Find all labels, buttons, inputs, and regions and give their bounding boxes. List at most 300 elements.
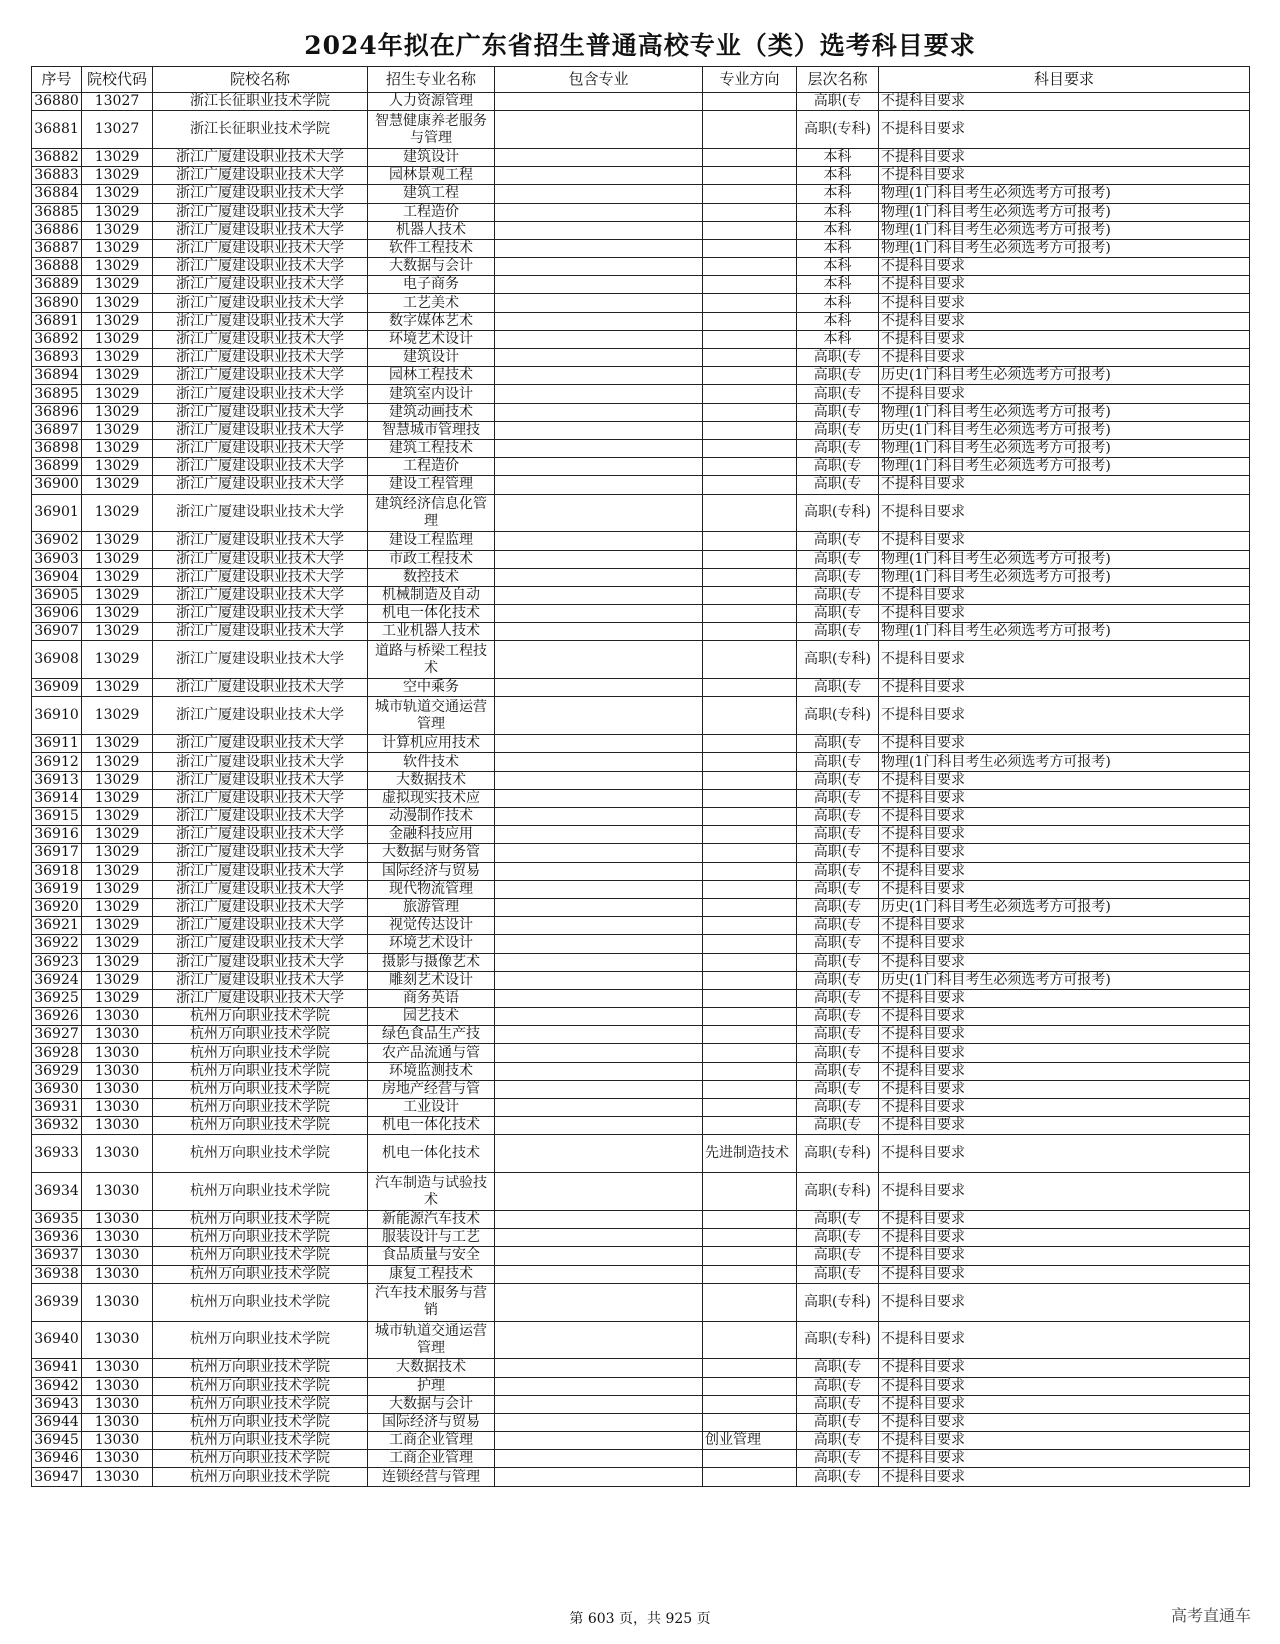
table-cell: 杭州万向职业技术学院 [153,1377,368,1395]
table-cell [703,862,797,880]
table-cell [703,221,797,239]
table-cell: 高职(专 [797,367,879,385]
table-cell: 13029 [82,623,153,641]
table-cell: 13027 [82,111,153,149]
table-row [32,568,1250,586]
table-cell: 浙江广厦建设职业技术大学 [153,403,368,421]
table-cell: 13029 [82,880,153,898]
table-cell: 不提科目要求 [879,93,1250,111]
table-cell: 现代物流管理 [368,880,495,898]
table-row [32,641,1250,679]
table-row [32,1008,1250,1026]
table-cell [495,641,703,679]
table-cell: 浙江广厦建设职业技术大学 [153,898,368,916]
table-cell: 不提科目要求 [879,880,1250,898]
table-cell: 本科 [797,221,879,239]
table-cell [703,1080,797,1098]
table-cell: 13029 [82,148,153,166]
table-row [32,367,1250,385]
table-cell: 不提科目要求 [879,330,1250,348]
table-cell: 机械制造及自动 [368,586,495,604]
column-header: 专业方向 [703,67,797,93]
table-cell: 13030 [82,1173,153,1211]
table-cell: 36931 [32,1099,82,1117]
brand-watermark: 高考直通车 [1170,1606,1251,1625]
table-cell [703,1044,797,1062]
table-cell: 13030 [82,1080,153,1098]
table-cell: 13029 [82,276,153,294]
table-cell: 旅游管理 [368,898,495,916]
table-cell: 不提科目要求 [879,735,1250,753]
table-cell [495,753,703,771]
table-cell: 机器人技术 [368,221,495,239]
table-cell: 高职(专 [797,935,879,953]
table-cell: 高职(专 [797,917,879,935]
table-cell [495,917,703,935]
table-cell: 汽车制造与试验技术 [368,1173,495,1211]
table-cell [495,330,703,348]
table-cell [703,167,797,185]
table-cell: 13030 [82,1359,153,1377]
table-cell [495,898,703,916]
table-cell: 软件工程技术 [368,239,495,257]
table-cell [703,1450,797,1468]
table-cell [495,1099,703,1117]
table-cell: 13029 [82,753,153,771]
table-cell [495,1450,703,1468]
table-cell: 36935 [32,1210,82,1228]
table-row [32,898,1250,916]
table-cell: 不提科目要求 [879,258,1250,276]
table-cell: 13029 [82,568,153,586]
table-row [32,1117,1250,1135]
table-cell [703,1062,797,1080]
table-cell [495,276,703,294]
table-cell: 不提科目要求 [879,1008,1250,1026]
table-cell: 不提科目要求 [879,148,1250,166]
table-cell: 杭州万向职业技术学院 [153,1468,368,1486]
table-cell: 浙江广厦建设职业技术大学 [153,935,368,953]
table-row [32,697,1250,735]
table-cell: 浙江广厦建设职业技术大学 [153,826,368,844]
table-row [32,679,1250,697]
table-cell: 不提科目要求 [879,679,1250,697]
table-cell [495,439,703,457]
table-row [32,989,1250,1007]
table-cell: 浙江广厦建设职业技术大学 [153,349,368,367]
table-cell: 连锁经营与管理 [368,1468,495,1486]
table-cell: 高职(专 [797,1468,879,1486]
table-cell: 浙江广厦建设职业技术大学 [153,953,368,971]
table-cell: 36922 [32,935,82,953]
table-cell: 13030 [82,1062,153,1080]
table-cell [495,532,703,550]
table-row [32,203,1250,221]
table-cell [703,808,797,826]
table-cell: 13030 [82,1117,153,1135]
table-cell: 物理(1门科目考生必须选考方可报考) [879,185,1250,203]
table-cell [703,349,797,367]
table-cell: 机电一体化技术 [368,1117,495,1135]
table-cell: 高职(专 [797,1099,879,1117]
table-row [32,808,1250,826]
table-header-row [32,67,1250,93]
table-cell: 杭州万向职业技术学院 [153,1359,368,1377]
table-row [32,1395,1250,1413]
table-cell: 13029 [82,185,153,203]
table-row [32,276,1250,294]
table-cell: 36911 [32,735,82,753]
table-cell: 浙江广厦建设职业技术大学 [153,458,368,476]
table-cell: 市政工程技术 [368,550,495,568]
table-cell [703,953,797,971]
table-row [32,93,1250,111]
table-cell: 高职(专 [797,439,879,457]
table-cell: 13029 [82,367,153,385]
table-cell: 先进制造技术 [703,1135,797,1173]
table-cell: 杭州万向职业技术学院 [153,1117,368,1135]
table-row [32,167,1250,185]
table-cell: 36916 [32,826,82,844]
table-cell: 杭州万向职业技术学院 [153,1432,368,1450]
table-cell: 36907 [32,623,82,641]
table-cell: 13029 [82,239,153,257]
table-cell: 浙江广厦建设职业技术大学 [153,989,368,1007]
table-cell: 36925 [32,989,82,1007]
table-cell [703,294,797,312]
table-cell [495,1377,703,1395]
table-cell: 高职(专 [797,1395,879,1413]
table-cell: 13029 [82,476,153,494]
table-cell: 浙江广厦建设职业技术大学 [153,679,368,697]
table-cell: 36902 [32,532,82,550]
column-header: 院校代码 [82,67,153,93]
table-cell [703,239,797,257]
table-row [32,1135,1250,1173]
table-cell [703,1377,797,1395]
table-cell: 浙江广厦建设职业技术大学 [153,258,368,276]
table-cell: 浙江广厦建设职业技术大学 [153,789,368,807]
table-cell: 物理(1门科目考生必须选考方可报考) [879,439,1250,457]
table-cell: 高职(专 [797,862,879,880]
table-cell: 不提科目要求 [879,862,1250,880]
table-row [32,1247,1250,1265]
table-cell [703,385,797,403]
table-cell [495,349,703,367]
table-cell: 建筑室内设计 [368,385,495,403]
table-body [32,93,1250,1487]
table-cell: 杭州万向职业技术学院 [153,1044,368,1062]
table-cell: 36890 [32,294,82,312]
table-row [32,1468,1250,1486]
table-cell: 不提科目要求 [879,312,1250,330]
table-cell: 高职(专 [797,623,879,641]
table-cell: 高职(专 [797,971,879,989]
column-header: 层次名称 [797,67,879,93]
table-cell: 浙江广厦建设职业技术大学 [153,641,368,679]
table-cell [495,1468,703,1486]
table-cell: 13029 [82,312,153,330]
table-row [32,1210,1250,1228]
table-cell: 浙江广厦建设职业技术大学 [153,221,368,239]
table-row [32,586,1250,604]
table-cell: 36921 [32,917,82,935]
table-cell: 不提科目要求 [879,953,1250,971]
column-header: 序号 [32,67,82,93]
table-cell: 36904 [32,568,82,586]
table-cell: 13029 [82,917,153,935]
table-cell [703,185,797,203]
table-cell: 36897 [32,421,82,439]
table-cell: 36889 [32,276,82,294]
table-cell: 不提科目要求 [879,1432,1250,1450]
table-cell [495,880,703,898]
table-row [32,862,1250,880]
table-cell: 36914 [32,789,82,807]
table-cell: 36920 [32,898,82,916]
table-cell: 物理(1门科目考生必须选考方可报考) [879,221,1250,239]
table-cell: 不提科目要求 [879,111,1250,149]
table-cell: 高职(专 [797,1062,879,1080]
table-cell: 汽车技术服务与营销 [368,1283,495,1321]
table-cell: 新能源汽车技术 [368,1210,495,1228]
table-cell: 36888 [32,258,82,276]
table-cell: 农产品流通与管 [368,1044,495,1062]
table-cell: 高职(专 [797,421,879,439]
table-cell: 不提科目要求 [879,826,1250,844]
table-cell [495,789,703,807]
table-row [32,439,1250,457]
table-cell: 36880 [32,93,82,111]
table-cell: 13029 [82,294,153,312]
table-cell: 高职(专 [797,1080,879,1098]
table-cell: 机电一体化技术 [368,605,495,623]
table-cell: 服装设计与工艺 [368,1229,495,1247]
table-cell: 36930 [32,1080,82,1098]
table-cell: 高职(专 [797,605,879,623]
table-row [32,1099,1250,1117]
table-cell: 不提科目要求 [879,1099,1250,1117]
table-cell: 36915 [32,808,82,826]
table-cell: 不提科目要求 [879,1321,1250,1359]
table-cell [495,111,703,149]
table-row [32,185,1250,203]
table-cell: 36928 [32,1044,82,1062]
table-cell: 浙江广厦建设职业技术大学 [153,880,368,898]
table-row [32,1044,1250,1062]
table-cell: 36946 [32,1450,82,1468]
table-cell: 13029 [82,349,153,367]
table-cell: 36943 [32,1395,82,1413]
table-row [32,1413,1250,1431]
table-cell: 计算机应用技术 [368,735,495,753]
table-cell [495,568,703,586]
table-cell: 物理(1门科目考生必须选考方可报考) [879,623,1250,641]
table-row [32,1062,1250,1080]
table-cell: 杭州万向职业技术学院 [153,1265,368,1283]
table-cell: 浙江广厦建设职业技术大学 [153,167,368,185]
table-cell [495,1229,703,1247]
table-cell: 高职(专科) [797,111,879,149]
table-cell: 13029 [82,550,153,568]
table-cell: 浙江广厦建设职业技术大学 [153,239,368,257]
table-cell: 浙江广厦建设职业技术大学 [153,148,368,166]
table-cell: 36893 [32,349,82,367]
table-cell: 杭州万向职业技术学院 [153,1413,368,1431]
table-row [32,494,1250,532]
table-cell: 环境艺术设计 [368,935,495,953]
table-cell: 高职(专 [797,1210,879,1228]
table-cell: 物理(1门科目考生必须选考方可报考) [879,753,1250,771]
table-cell [495,1413,703,1431]
table-cell: 不提科目要求 [879,1395,1250,1413]
table-cell: 视觉传达设计 [368,917,495,935]
table-cell: 大数据与财务管 [368,844,495,862]
table-cell: 高职(专 [797,1413,879,1431]
table-cell: 建筑动画技术 [368,403,495,421]
table-cell: 工程造价 [368,458,495,476]
table-cell [495,1395,703,1413]
table-cell: 不提科目要求 [879,989,1250,1007]
table-cell: 36918 [32,862,82,880]
table-cell: 城市轨道交通运营管理 [368,1321,495,1359]
table-cell: 不提科目要求 [879,1377,1250,1395]
table-cell: 13029 [82,439,153,457]
table-cell [495,623,703,641]
table-cell: 36945 [32,1432,82,1450]
table-cell: 36927 [32,1026,82,1044]
table-cell: 13030 [82,1135,153,1173]
table-cell: 36926 [32,1008,82,1026]
table-cell [703,1173,797,1211]
table-cell: 工商企业管理 [368,1432,495,1450]
table-cell: 护理 [368,1377,495,1395]
table-cell [703,623,797,641]
table-cell [703,1283,797,1321]
table-cell [703,1413,797,1431]
table-cell: 36924 [32,971,82,989]
table-cell: 不提科目要求 [879,917,1250,935]
table-cell [703,1359,797,1377]
table-cell: 不提科目要求 [879,476,1250,494]
table-row [32,239,1250,257]
table-cell: 36909 [32,679,82,697]
table-cell: 13030 [82,1247,153,1265]
table-row [32,1450,1250,1468]
table-cell: 36923 [32,953,82,971]
table-cell: 工业机器人技术 [368,623,495,641]
table-cell: 浙江广厦建设职业技术大学 [153,385,368,403]
table-cell: 13029 [82,935,153,953]
table-cell: 杭州万向职业技术学院 [153,1062,368,1080]
table-cell: 浙江广厦建设职业技术大学 [153,476,368,494]
table-cell: 不提科目要求 [879,1135,1250,1173]
table-cell: 13029 [82,203,153,221]
table-cell: 软件技术 [368,753,495,771]
table-cell: 不提科目要求 [879,789,1250,807]
table-cell: 物理(1门科目考生必须选考方可报考) [879,239,1250,257]
table-cell: 浙江广厦建设职业技术大学 [153,623,368,641]
table-cell: 13030 [82,1008,153,1026]
table-cell: 不提科目要求 [879,1062,1250,1080]
table-cell: 人力资源管理 [368,93,495,111]
table-cell: 高职(专 [797,771,879,789]
table-cell: 不提科目要求 [879,532,1250,550]
table-row [32,1377,1250,1395]
table-cell: 浙江广厦建设职业技术大学 [153,697,368,735]
table-cell: 不提科目要求 [879,294,1250,312]
table-cell: 虚拟现实技术应 [368,789,495,807]
column-header: 包含专业 [495,67,703,93]
table-cell: 高职(专 [797,532,879,550]
table-cell [495,862,703,880]
table-cell [703,568,797,586]
table-cell: 36886 [32,221,82,239]
table-cell: 浙江广厦建设职业技术大学 [153,862,368,880]
table-cell: 智慧城市管理技 [368,421,495,439]
table-cell: 浙江广厦建设职业技术大学 [153,971,368,989]
table-cell [703,1247,797,1265]
table-cell: 36908 [32,641,82,679]
table-cell: 高职(专科) [797,641,879,679]
table-cell: 建筑经济信息化管理 [368,494,495,532]
table-cell: 13029 [82,826,153,844]
table-cell: 不提科目要求 [879,808,1250,826]
table-cell: 建筑设计 [368,148,495,166]
table-cell: 浙江广厦建设职业技术大学 [153,439,368,457]
table-cell [703,1099,797,1117]
table-cell [495,844,703,862]
table-cell: 36938 [32,1265,82,1283]
table-cell: 13030 [82,1026,153,1044]
table-cell: 不提科目要求 [879,276,1250,294]
column-header: 科目要求 [879,67,1250,93]
table-cell: 浙江广厦建设职业技术大学 [153,330,368,348]
table-cell: 13029 [82,330,153,348]
table-cell [495,808,703,826]
table-cell: 高职(专 [797,1450,879,1468]
table-cell [495,679,703,697]
table-cell: 36917 [32,844,82,862]
table-cell: 13029 [82,586,153,604]
table-cell: 浙江广厦建设职业技术大学 [153,203,368,221]
table-cell [703,697,797,735]
table-cell: 13029 [82,532,153,550]
table-cell: 13029 [82,989,153,1007]
table-cell [495,221,703,239]
table-cell: 历史(1门科目考生必须选考方可报考) [879,367,1250,385]
table-cell: 13030 [82,1468,153,1486]
table-cell [495,1173,703,1211]
table-cell: 36942 [32,1377,82,1395]
table-cell [703,935,797,953]
table-cell: 本科 [797,312,879,330]
table-row [32,476,1250,494]
table-cell [703,880,797,898]
table-cell: 金融科技应用 [368,826,495,844]
table-cell: 13029 [82,898,153,916]
table-cell: 13029 [82,771,153,789]
table-cell [703,1229,797,1247]
table-cell: 不提科目要求 [879,844,1250,862]
table-cell: 本科 [797,185,879,203]
table-cell: 大数据与会计 [368,258,495,276]
table-cell: 大数据技术 [368,771,495,789]
table-cell [703,771,797,789]
table-cell [495,935,703,953]
table-row [32,953,1250,971]
table-cell: 13029 [82,697,153,735]
